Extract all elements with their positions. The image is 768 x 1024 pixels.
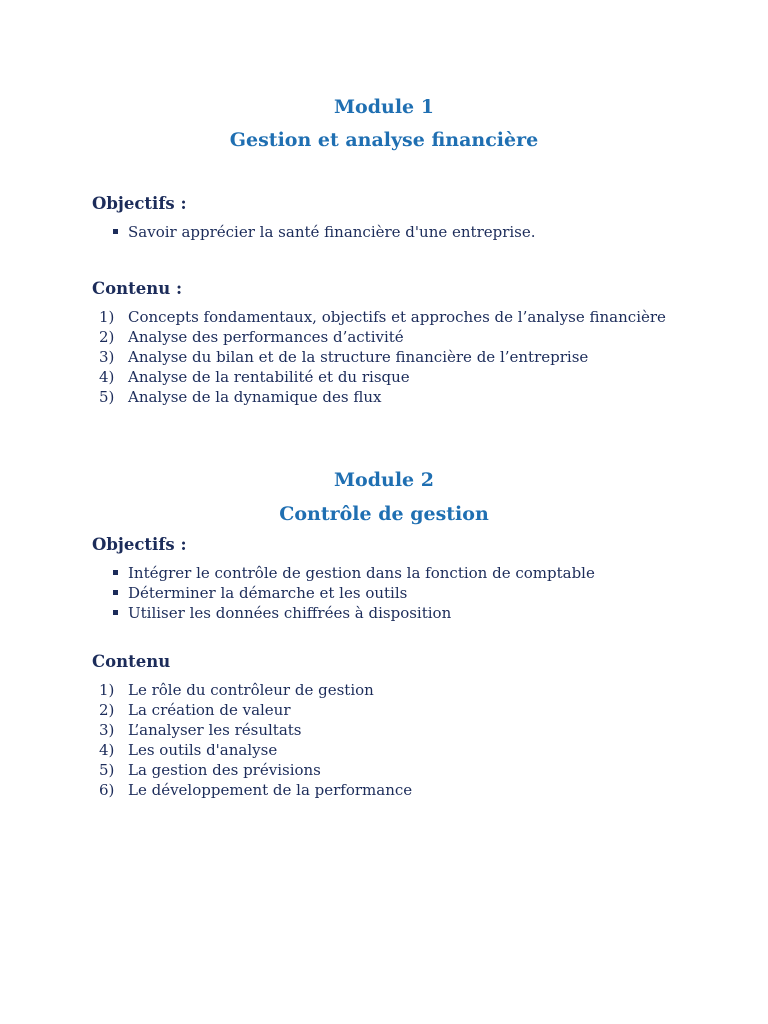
- item-text: Analyse de la rentabilité et du risque: [128, 368, 410, 386]
- list-item: [92, 583, 595, 603]
- square-bullet-icon: [113, 590, 118, 595]
- module1-title: Gestion et analyse financière: [229, 129, 539, 151]
- item-number: 4): [99, 741, 115, 759]
- item-text: La gestion des prévisions: [128, 761, 321, 779]
- item-number: 3): [99, 721, 115, 739]
- module2-objectifs-list: [92, 563, 595, 623]
- item-text: Le rôle du contrôleur de gestion: [128, 681, 374, 699]
- item-number: 3): [99, 348, 115, 366]
- item-text: La création de valeur: [128, 701, 291, 719]
- module2-number: Module 2: [334, 469, 434, 491]
- square-bullet-icon: [113, 610, 118, 615]
- list-item: [92, 760, 412, 780]
- list-item: [92, 700, 412, 720]
- objectif-text: Savoir apprécier la santé financière d'une entreprise.: [128, 223, 536, 241]
- list-item: [92, 680, 412, 700]
- item-number: 2): [99, 701, 115, 719]
- item-text: Le développement de la performance: [128, 781, 413, 799]
- item-text: L’analyser les résultats: [128, 721, 302, 739]
- item-number: 2): [99, 328, 115, 346]
- list-item: [92, 740, 412, 760]
- module1-contenu-list: [92, 307, 666, 407]
- list-item: [92, 563, 595, 583]
- module1-objectifs-list: [92, 222, 536, 242]
- list-item: [92, 327, 666, 347]
- item-number: 4): [99, 368, 115, 386]
- module1-objectifs-heading: Objectifs :: [92, 194, 187, 213]
- objectif-text: Utiliser les données chiffrées à disposition: [128, 604, 452, 622]
- square-bullet-icon: [113, 229, 118, 234]
- module2-contenu-list: [92, 680, 412, 800]
- item-number: 1): [99, 308, 115, 326]
- square-bullet-icon: [113, 570, 118, 575]
- item-number: 5): [99, 761, 115, 779]
- item-number: 5): [99, 388, 115, 406]
- item-text: Analyse des performances d’activité: [128, 328, 404, 346]
- list-item: [92, 347, 666, 367]
- list-item: [92, 222, 536, 242]
- module1-number: Module 1: [334, 96, 434, 118]
- item-text: Concepts fondamentaux, objectifs et approches de l’analyse financière: [128, 308, 666, 326]
- module2-objectifs-heading: Objectifs :: [92, 535, 187, 554]
- objectif-text: Déterminer la démarche et les outils: [128, 584, 408, 602]
- list-item: [92, 720, 412, 740]
- module2-contenu-heading: Contenu: [92, 652, 171, 671]
- item-text: Analyse de la dynamique des flux: [128, 388, 382, 406]
- list-item: [92, 387, 666, 407]
- module1-contenu-heading: Contenu :: [92, 279, 183, 298]
- item-text: Les outils d'analyse: [128, 741, 278, 759]
- objectif-text: Intégrer le contrôle de gestion dans la fonction de comptable: [128, 564, 595, 582]
- item-number: 1): [99, 681, 115, 699]
- item-number: 6): [99, 781, 115, 799]
- list-item: [92, 603, 595, 623]
- module2-title: Contrôle de gestion: [279, 503, 489, 525]
- list-item: [92, 307, 666, 327]
- item-text: Analyse du bilan et de la structure financière de l’entreprise: [128, 348, 589, 366]
- list-item: [92, 367, 666, 387]
- list-item: [92, 780, 412, 800]
